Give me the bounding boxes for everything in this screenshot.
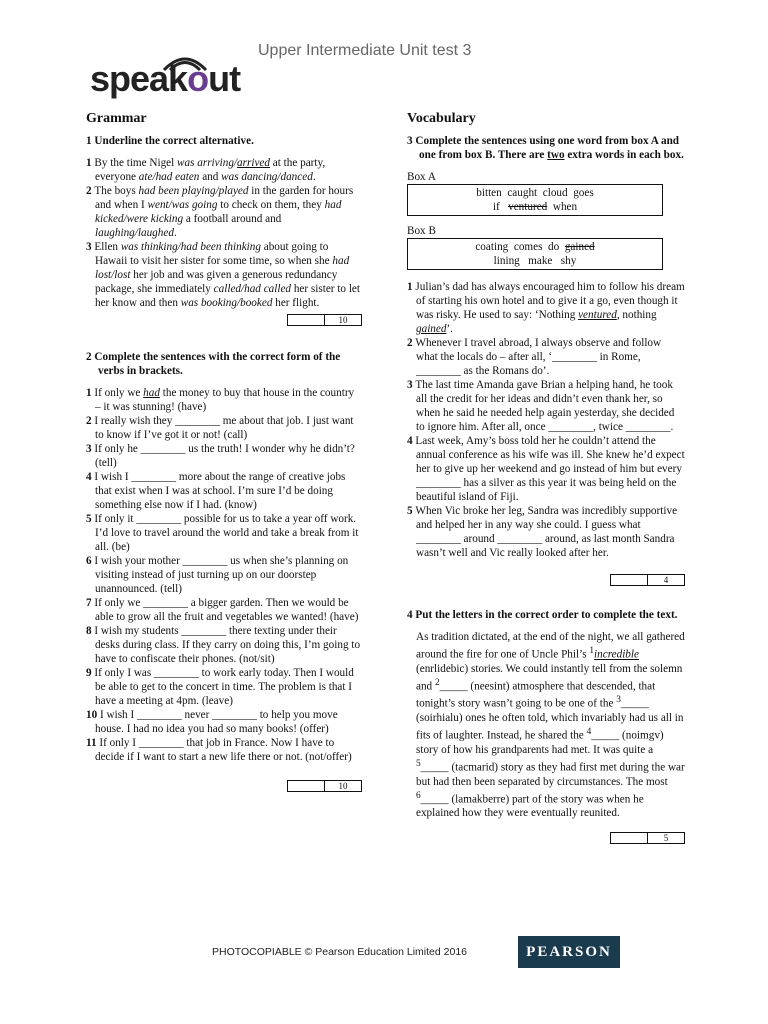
exercise-item	[86, 554, 362, 596]
item-number: 5	[407, 505, 416, 517]
exercise-item	[86, 666, 362, 708]
score-input-box[interactable]	[287, 314, 324, 326]
score-total: 4	[647, 574, 685, 586]
item-number: 3	[86, 241, 95, 253]
pearson-logo: PEARSON	[518, 936, 620, 968]
item-number: 8	[86, 625, 95, 637]
score-input-box[interactable]	[610, 832, 647, 844]
item-text: If only it ________ possible for us to take a year off work. I’d love to travel around the world and take a break from it all. (be)	[94, 513, 359, 553]
item-number: 6	[86, 555, 95, 567]
task1-items	[86, 156, 362, 310]
task3-score	[407, 574, 685, 586]
item-text: When Vic broke her leg, Sandra was incredibly supportive and helped her in any way she could. I guess what ________ around ________ around, as last month Sandra wasn’t well and Vic really looked after her.	[415, 505, 678, 559]
task2-instruction: 2 Complete the sentences with the correct form of the verbs in brackets.	[86, 351, 341, 377]
copyright-footer: PHOTOCOPIABLE © Pearson Education Limited 2016	[212, 946, 468, 958]
item-number: 1	[407, 281, 416, 293]
item-text: The boys had been playing/played in the garden for hours and when I went/was going to check on them, they had kicked/were kicking a football around and laughing/laughed.	[94, 185, 354, 239]
item-text: By the time Nigel was arriving/arrived at the party, everyone ate/had eaten and was dancing/danced.	[94, 157, 326, 183]
task4-instruction: 4 Put the letters in the correct order to complete the text.	[407, 609, 678, 621]
task1-instruction: 1 Underline the correct alternative.	[86, 135, 254, 147]
vocabulary-column	[407, 112, 685, 844]
exercise-item	[86, 442, 362, 470]
grammar-heading: Grammar	[86, 111, 147, 126]
exercise-item	[407, 434, 685, 504]
task2-score	[86, 780, 362, 792]
item-text: If only we ________ a bigger garden. Then we would be able to grow all the fruit and vegetables we wanted! (have)	[94, 597, 359, 623]
exercise-item	[407, 378, 685, 434]
logo-text-ut: ut	[208, 58, 241, 99]
item-number: 4	[407, 435, 416, 447]
exercise-item	[86, 624, 362, 666]
item-text: I wish I ________ more about the range of creative jobs that exist when I was at school. I’m sure I’d be doing something else now if I had. (know)	[94, 471, 346, 511]
box-b: coating comes do gained lining make shy	[407, 238, 663, 270]
item-number: 11	[86, 737, 100, 749]
speakout-waves-icon	[150, 50, 220, 72]
item-number: 10	[86, 709, 100, 721]
item-text: I wish I ________ never ________ to help you move house. I had no idea you had so many books! (offer)	[95, 709, 338, 735]
score-total: 10	[324, 314, 362, 326]
score-input-box[interactable]	[287, 780, 324, 792]
score-input-box[interactable]	[610, 574, 647, 586]
exercise-item	[86, 470, 362, 512]
exercise-item	[407, 504, 685, 560]
task1-score	[86, 314, 362, 326]
exercise-item	[86, 386, 362, 414]
exercise-item	[86, 414, 362, 442]
item-number: 2	[86, 415, 95, 427]
item-text: If only I ________ that job in France. Now I have to decide if I want to start a new life there or not. (not/offer)	[95, 737, 352, 763]
item-number: 5	[86, 513, 95, 525]
item-number: 3	[86, 443, 95, 455]
item-text: Whenever I travel abroad, I always observe and follow what the locals do – after all, ‘________ in Rome, ________ as the Romans do’.	[415, 337, 662, 377]
exercise-item	[86, 184, 362, 240]
box-b-label: Box B	[407, 225, 436, 237]
item-number: 7	[86, 597, 95, 609]
task2-items	[86, 386, 362, 764]
item-text: I really wish they ________ me about that job. I just want to know if I’ve got it or not! (call)	[94, 415, 354, 441]
item-text: Julian’s dad has always encouraged him to follow his dream of starting his own hotel and to give it a go, even though it was risky. He used to say: ‘Nothing ventured, nothing gained’.	[415, 281, 685, 335]
task3-items	[407, 280, 685, 560]
item-number: 3	[407, 379, 416, 391]
exercise-item	[407, 336, 685, 378]
item-text: Last week, Amy’s boss told her he couldn’t attend the annual conference as his wife was ill. She knew he’d expect her to give up her weekend and go instead of him but every ________ has a silver as this year it was being held on the beautiful island of Fiji.	[415, 435, 685, 503]
item-text: I wish my students ________ there texting under their desks during class. If they carry on doing this, I’m going to have to confiscate their phones. (not/sit)	[94, 625, 361, 665]
item-number: 1	[86, 157, 95, 169]
score-total: 10	[324, 780, 362, 792]
item-text: If only I was ________ to work early today. Then I would be able to get to the concert in time. The problem is that I have a meeting at 4pm. (leave)	[94, 667, 354, 707]
item-text: If only he ________ us the truth! I wonder why he didn’t? (tell)	[94, 443, 355, 469]
task4-score	[407, 832, 685, 844]
exercise-item	[86, 708, 362, 736]
box-a: bitten caught cloud goes if ventured when	[407, 184, 663, 216]
score-total: 5	[647, 832, 685, 844]
item-text: If only we had the money to buy that house in the country – it was stunning! (have)	[94, 387, 355, 413]
item-text: Ellen was thinking/had been thinking about going to Hawaii to visit her sister for some time, so when she had lost/lost her job and was given a generous redundancy package, she immediately called/had called her sister to let her know and then was booking/booked her flight.	[94, 241, 361, 309]
exercise-item	[86, 512, 362, 554]
logo-text-speak: speak	[90, 58, 188, 99]
item-number: 1	[86, 387, 95, 399]
exercise-item	[86, 240, 362, 310]
exercise-item	[407, 280, 685, 336]
item-number: 4	[86, 471, 95, 483]
item-number: 9	[86, 667, 95, 679]
task3-instruction: 3 Complete the sentences using one word from box A and one from box B. There are two extra words in each box.	[407, 135, 684, 161]
item-number: 2	[407, 337, 416, 349]
unit-title: Upper Intermediate Unit test 3	[258, 42, 472, 59]
exercise-item	[86, 596, 362, 624]
task4-paragraph: As tradition dictated, at the end of the night, we all gathered around the fire for one of Uncle Phil’s $^1$incredible (enrlidebic) stories. We could instantly tell from the solemn and $^2$_____ (neesint) atmosphere that descended, that tonight’s story wasn’t going to be one of the $^3$_____ (soirhialu) ones he often told, which invariably had us all in fits of laughter. Instead, he shared the $^4$_____ (noimgv) story of how his grandparents had met. It was quite a $^5$_____ (tacmarid) story as they had first met during the war but had then been separated by circumstances. The most $^6$_____ (lamakberre) part of the story was when he explained how they were eventually reunited.	[416, 631, 685, 820]
exercise-item	[86, 156, 362, 184]
logo-text-o: o	[187, 58, 209, 99]
item-number: 2	[86, 185, 95, 197]
grammar-column	[86, 112, 362, 792]
exercise-item	[86, 736, 362, 764]
item-text: The last time Amanda gave Brian a helping hand, he took all the credit for her ideas and didn’t even thank her, so when he said he needed help again yesterday, she decided to ignore him. After all, once ________, twice ________.	[415, 379, 675, 433]
vocabulary-heading: Vocabulary	[407, 111, 476, 126]
box-a-label: Box A	[407, 171, 436, 183]
item-text: I wish your mother ________ us when she’s planning on visiting instead of just turning up on our doorstep unannounced. (tell)	[94, 555, 349, 595]
